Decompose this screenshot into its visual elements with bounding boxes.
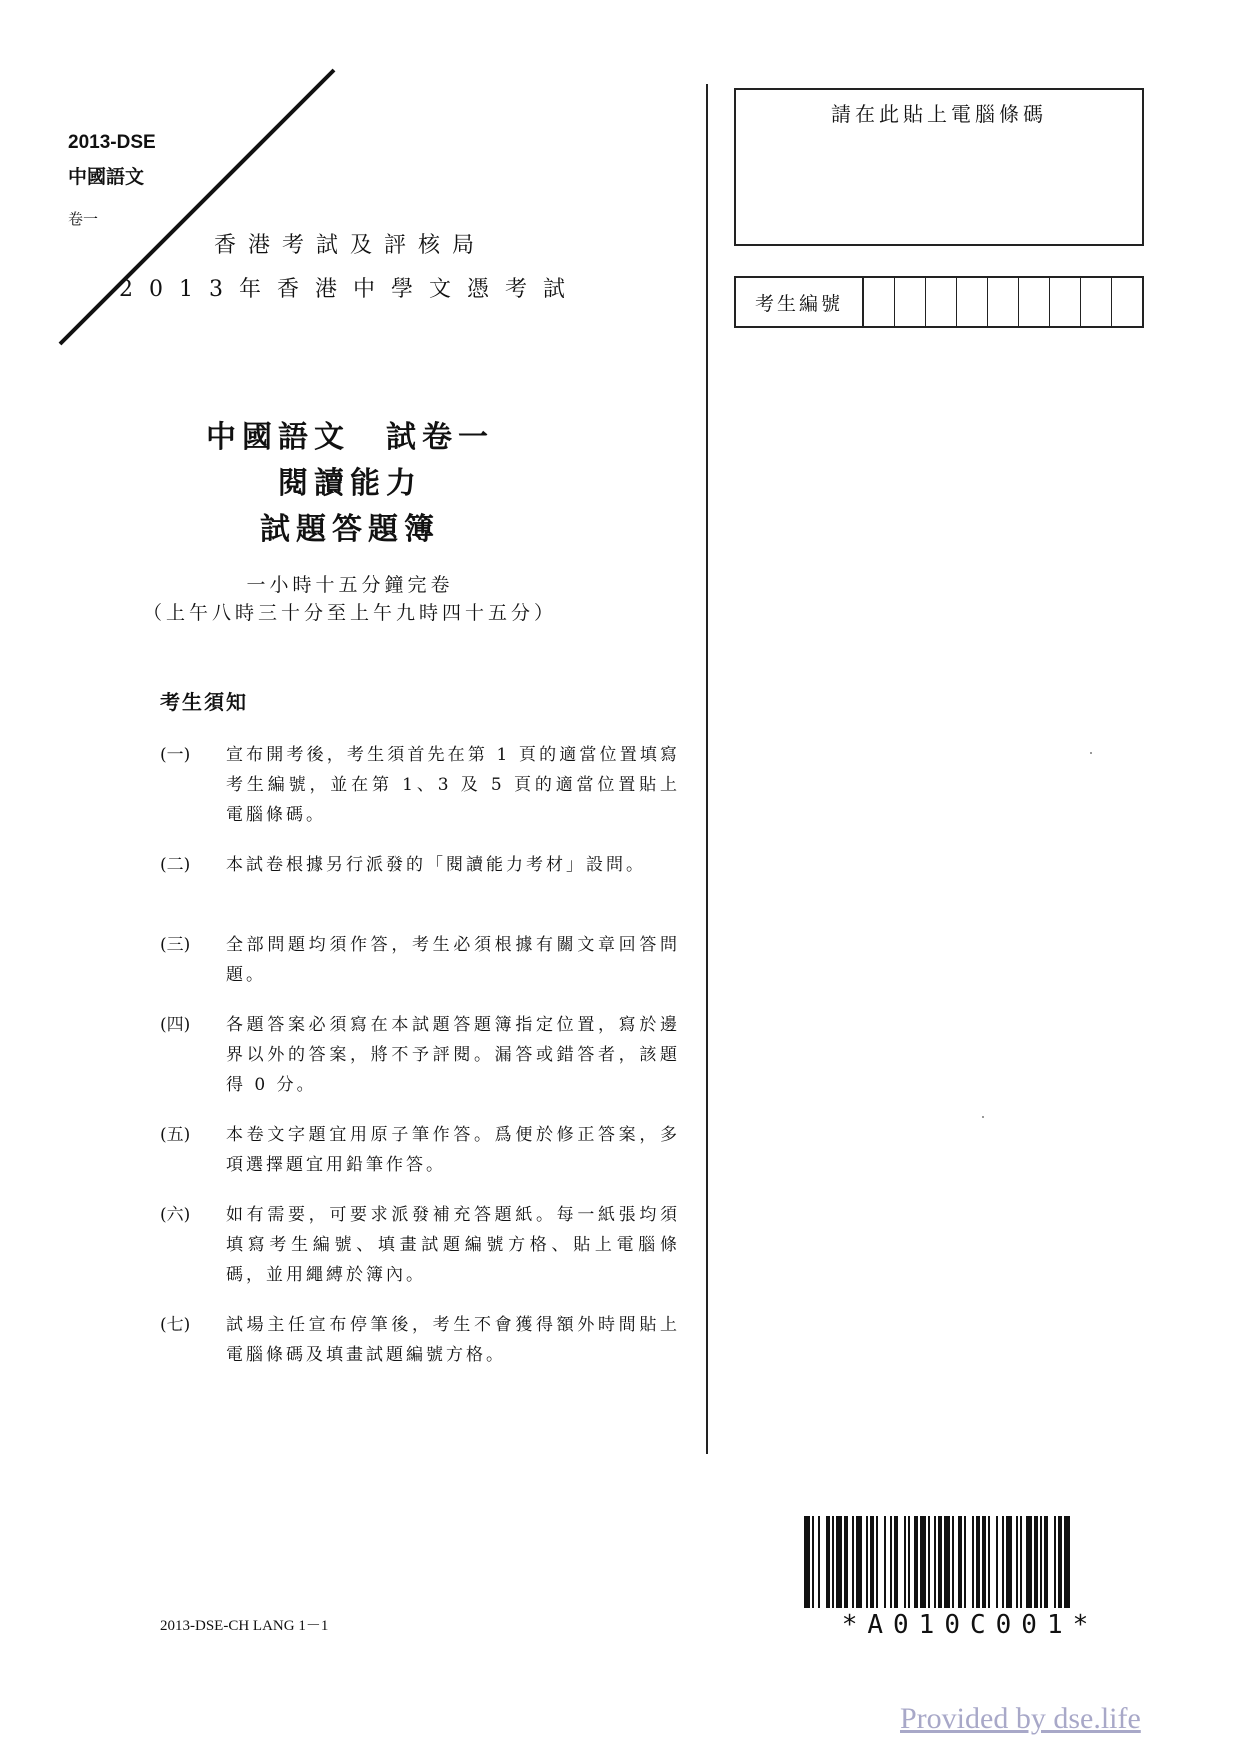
instruction-text: 各題答案必須寫在本試題答題簿指定位置，寫於邊界以外的答案，將不予評閱。漏答或錯答者，該題得 0 分。 [226, 1015, 680, 1095]
barcode-bar [856, 1516, 862, 1608]
candidate-digit-box[interactable] [1081, 278, 1112, 326]
scan-speck [982, 1116, 984, 1118]
barcode-bar [908, 1516, 910, 1608]
barcode-bar [972, 1516, 974, 1608]
instruction-number: (六) [160, 1205, 191, 1225]
candidate-number-label: 考生編號 [736, 278, 864, 326]
instruction-text: 全部問題均須作答，考生必須根據有關文章回答問題。 [226, 935, 680, 985]
instruction-text: 宣布開考後，考生須首先在第 1 頁的適當位置填寫考生編號，並在第 1、3 及 5 頁的適當位置貼上電腦條碼。 [226, 745, 680, 825]
instruction-number: (三) [160, 935, 191, 955]
instruction-number: (七) [160, 1315, 191, 1335]
barcode-bar [866, 1516, 868, 1608]
barcode-bar [844, 1516, 848, 1608]
corner-paper: 卷一 [68, 210, 99, 228]
barcode-bar [870, 1516, 874, 1608]
instruction-item [160, 1120, 680, 1180]
candidate-digit-box[interactable] [957, 278, 988, 326]
instruction-number: (四) [160, 1015, 191, 1035]
barcode-bar [1064, 1516, 1070, 1608]
barcode-bar [934, 1516, 936, 1608]
instruction-item [160, 930, 680, 990]
candidate-digit-box[interactable] [1112, 278, 1142, 326]
barcode-bar [944, 1516, 950, 1608]
barcode-bar [890, 1516, 892, 1608]
corner-subject: 中國語文 [68, 166, 145, 188]
barcode-bar [1034, 1516, 1038, 1608]
candidate-digit-box[interactable] [1019, 278, 1050, 326]
barcode-bar [884, 1516, 886, 1608]
instruction-text: 試場主任宣布停筆後，考生不會獲得額外時間貼上電腦條碼及填畫試題編號方格。 [226, 1315, 680, 1365]
candidate-digit-box[interactable] [895, 278, 926, 326]
barcode-bar [988, 1516, 990, 1608]
instruction-item [160, 740, 680, 830]
barcode-bar [836, 1516, 842, 1608]
exam-time-range: （上午八時三十分至上午九時四十五分） [142, 602, 557, 624]
corner-diagonal-line [0, 0, 360, 360]
barcode-bar [818, 1516, 820, 1608]
barcode-bar [982, 1516, 986, 1608]
instructions-heading: 考生須知 [160, 690, 248, 714]
instruction-text: 本試卷根據另行派發的「閱讀能力考材」設問。 [226, 855, 646, 875]
barcode-bar [964, 1516, 966, 1608]
barcode-bar [804, 1516, 810, 1608]
instruction-item [160, 1010, 680, 1100]
barcode-bar [976, 1516, 980, 1608]
candidate-digit-box[interactable] [926, 278, 957, 326]
provider-link[interactable]: Provided by dse.life [900, 1702, 1141, 1735]
barcode-bar [996, 1516, 998, 1608]
barcode-bar [832, 1516, 834, 1608]
corner-exam-code: 2013-DSE [68, 132, 156, 153]
barcode-bar [852, 1516, 854, 1608]
page-divider [706, 84, 708, 1454]
barcode-bar [952, 1516, 954, 1608]
barcode-bar [1002, 1516, 1004, 1608]
candidate-digit-box[interactable] [1050, 278, 1081, 326]
barcode-bar [938, 1516, 942, 1608]
instruction-text: 如有需要，可要求派發補充答題紙。每一紙張均須填寫考生編號、填畫試題編號方格、貼上電腦條碼，並用繩縛於簿內。 [226, 1205, 680, 1285]
barcode-bar [1044, 1516, 1048, 1608]
barcode-bar [1026, 1516, 1032, 1608]
barcode-paste-label: 請在此貼上電腦條碼 [831, 102, 1047, 126]
barcode-bar [958, 1516, 962, 1608]
candidate-number-row [734, 276, 1144, 328]
barcode-bar [904, 1516, 906, 1608]
barcode-bar [928, 1516, 930, 1608]
instruction-text: 本卷文字題宜用原子筆作答。爲便於修正答案，多項選擇題宜用鉛筆作答。 [226, 1125, 680, 1175]
instruction-item [160, 850, 680, 880]
barcode-bar [1058, 1516, 1062, 1608]
barcode-bar [1054, 1516, 1056, 1608]
exam-duration: 一小時十五分鐘完卷 [246, 574, 454, 596]
barcode-bar [876, 1516, 878, 1608]
page-code: 2013-DSE-CH LANG 1－1 [160, 1618, 329, 1634]
barcode-bar [914, 1516, 918, 1608]
instruction-item [160, 1310, 680, 1370]
barcode-bar [826, 1516, 830, 1608]
barcode-text: *A010C001* [841, 1610, 1099, 1640]
candidate-digit-box[interactable] [864, 278, 895, 326]
scan-speck [1090, 752, 1092, 754]
barcode-bar [812, 1516, 814, 1608]
instruction-number: (一) [160, 745, 191, 765]
instruction-number: (二) [160, 855, 191, 875]
paper-title: 中國語文 試卷一 [206, 420, 494, 455]
exam-name: 2013年香港中學文憑考試 [119, 277, 581, 302]
barcode-bar [1020, 1516, 1022, 1608]
instruction-item [160, 1200, 680, 1290]
paper-subtitle: 閱讀能力 [278, 466, 422, 501]
barcode-bar [920, 1516, 926, 1608]
instruction-number: (五) [160, 1125, 191, 1145]
barcode-bar [1006, 1516, 1012, 1608]
barcode-bar [1040, 1516, 1042, 1608]
barcode [800, 1516, 1140, 1608]
candidate-digit-box[interactable] [988, 278, 1019, 326]
barcode-bar [894, 1516, 898, 1608]
authority-name: 香港考試及評核局 [213, 233, 486, 258]
barcode-bar [1016, 1516, 1018, 1608]
booklet-title: 試題答題簿 [260, 512, 440, 547]
